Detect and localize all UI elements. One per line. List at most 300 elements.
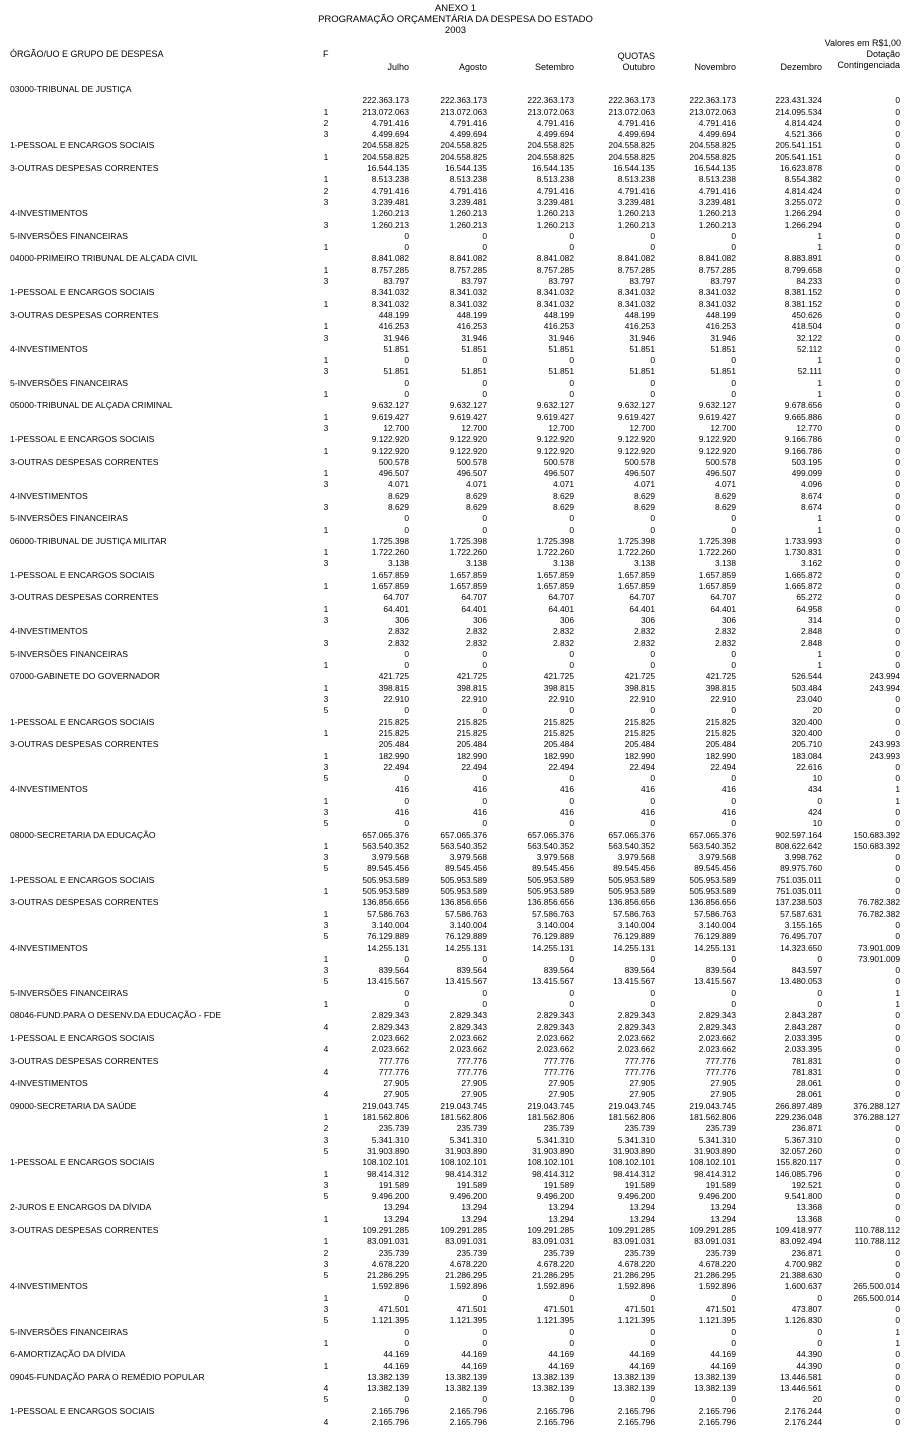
row-value-cell: 3.979.568: [698, 852, 736, 863]
row-value-cell: 146.085.796: [775, 1168, 822, 1179]
row-fonte: 1: [323, 1168, 329, 1179]
row-value-cell: 27.905: [383, 1089, 409, 1100]
table-row: [0, 604, 911, 615]
row-value-cell: 0: [895, 1134, 900, 1145]
row-value-cell: 0: [404, 660, 409, 671]
row-value-cell: 192.521: [791, 1179, 822, 1190]
row-label: 07000-GABINETE DO GOVERNADOR: [10, 671, 160, 682]
row-value-cell: 657.065.376: [527, 829, 574, 840]
row-value-cell: 416.253: [378, 321, 409, 332]
row-value-cell: 1.592.896: [449, 1281, 487, 1292]
table-row: [0, 287, 911, 298]
row-value-cell: 0: [404, 818, 409, 829]
row-value-cell: 182.990: [378, 750, 409, 761]
table-row: [0, 1248, 911, 1259]
row-value-cell: 12.700: [461, 422, 487, 433]
row-value-cell: 3.140.004: [698, 919, 736, 930]
row-value-cell: 2.165.796: [698, 1417, 736, 1428]
row-value-cell: 2.829.343: [617, 1021, 655, 1032]
row-value-cell: 204.558.825: [689, 140, 736, 151]
row-value-cell: 108.102.101: [608, 1157, 655, 1168]
row-value-cell: 1.592.896: [536, 1281, 574, 1292]
row-value-cell: 4.499.694: [617, 129, 655, 140]
row-value-cell: 314: [808, 614, 822, 625]
row-value-cell: 3.239.481: [617, 196, 655, 207]
row-value-cell: 0: [731, 524, 736, 535]
row-value-cell: 8.513.238: [371, 174, 409, 185]
row-value-cell: 9.619.427: [449, 411, 487, 422]
row-value-cell: 12.700: [710, 422, 736, 433]
row-value-cell: 4.791.416: [698, 185, 736, 196]
row-value-cell: 0: [569, 1337, 574, 1348]
table-row: [0, 231, 911, 242]
row-value-cell: 0: [895, 1179, 900, 1190]
row-value-cell: 398.815: [543, 682, 574, 693]
row-value-cell: 136.856.656: [362, 897, 409, 908]
row-value-cell: 64.401: [461, 603, 487, 614]
row-value-cell: 9.122.920: [536, 445, 574, 456]
row-value-cell: 2.023.662: [536, 1044, 574, 1055]
row-fonte: 4: [323, 1417, 329, 1428]
row-value-cell: 1.260.213: [371, 219, 409, 230]
row-value-cell: 13.382.139: [367, 1371, 409, 1382]
row-value-cell: 4.071: [388, 479, 409, 490]
row-fonte: 3: [323, 332, 329, 343]
row-value-cell: 9.632.127: [371, 400, 409, 411]
row-value-cell: 5.341.310: [617, 1134, 655, 1145]
row-value-cell: 235.739: [378, 1247, 409, 1258]
row-value-cell: 223.431.324: [775, 95, 822, 106]
row-value-cell: 499.099: [791, 468, 822, 479]
row-value-cell: 1.126.830: [784, 1315, 822, 1326]
row-fonte: 1: [323, 1360, 329, 1371]
row-value-cell: 64.958: [796, 603, 822, 614]
row-value-cell: 0: [650, 1337, 655, 1348]
row-value-cell: 9.632.127: [617, 400, 655, 411]
row-value-cell: 0: [482, 660, 487, 671]
row-value-cell: 98.414.312: [694, 1168, 736, 1179]
row-value-cell: 0: [895, 1044, 900, 1055]
table-row: [0, 197, 911, 208]
row-value-cell: 0: [895, 660, 900, 671]
row-value-cell: 13.415.567: [694, 976, 736, 987]
row-fonte: 5: [323, 1315, 329, 1326]
row-value-cell: 76.129.889: [613, 931, 655, 942]
row-value-cell: 1.657.859: [617, 569, 655, 580]
row-value-cell: 22.616: [796, 761, 822, 772]
row-value-cell: 219.043.745: [362, 1100, 409, 1111]
row-value-cell: 0: [895, 592, 900, 603]
row-value-cell: 2.165.796: [371, 1417, 409, 1428]
row-value-cell: 416: [722, 807, 736, 817]
row-value-cell: 1.657.859: [449, 569, 487, 580]
table-row: [0, 434, 911, 445]
table-row: [0, 491, 911, 502]
row-value-cell: 320.400: [791, 716, 822, 727]
row-value-cell: 0: [895, 95, 900, 106]
table-row: [0, 875, 911, 886]
row-value-cell: 3.138: [715, 558, 736, 569]
table-row: [0, 1225, 911, 1236]
row-value-cell: 0: [482, 648, 487, 659]
row-value-cell: 0: [569, 524, 574, 535]
row-value-cell: 1.725.398: [536, 535, 574, 546]
row-value-cell: 214.095.534: [775, 106, 822, 117]
table-row: [0, 174, 911, 185]
row-value-cell: 0: [569, 987, 574, 998]
row-value-cell: 8.629: [388, 490, 409, 501]
row-value-cell: 657.065.376: [608, 829, 655, 840]
row-value-cell: 51.851: [461, 366, 487, 377]
row-value-cell: 64.707: [629, 592, 655, 603]
row-value-cell: 505.953.589: [689, 886, 736, 897]
table-row: [0, 931, 911, 942]
row-value-cell: 204.558.825: [608, 140, 655, 151]
row-value-cell: 20: [812, 1394, 822, 1405]
table-row: [0, 988, 911, 999]
row-value-cell: 2.829.343: [449, 1010, 487, 1021]
row-value-cell: 8.757.285: [371, 264, 409, 275]
row-value-cell: 4.791.416: [449, 185, 487, 196]
row-value-cell: 0: [895, 377, 900, 388]
row-value-cell: 98.414.312: [445, 1168, 487, 1179]
row-value-cell: 505.953.589: [527, 874, 574, 885]
row-fonte: 1: [323, 603, 329, 614]
row-fonte: 5: [323, 863, 329, 874]
table-row: [0, 84, 911, 95]
row-fonte: 1: [323, 106, 329, 117]
row-value-cell: 51.851: [383, 366, 409, 377]
row-value-cell: 181.562.806: [689, 1112, 736, 1123]
table-row: [0, 626, 911, 637]
row-value-cell: 0: [895, 276, 900, 287]
table-row: [0, 1361, 911, 1372]
row-value-cell: 1.725.398: [371, 535, 409, 546]
row-value-cell: 0: [404, 513, 409, 524]
row-value-cell: 13.294: [629, 1202, 655, 1213]
row-label: 1-PESSOAL E ENCARGOS SOCIAIS: [10, 287, 155, 298]
row-label: 3-OUTRAS DESPESAS CORRENTES: [10, 1055, 159, 1066]
row-value-cell: 1.121.395: [698, 1315, 736, 1326]
row-fonte: 5: [323, 1394, 329, 1405]
row-value-cell: 751.035.011: [776, 886, 822, 897]
row-value-cell: 12.700: [383, 422, 409, 433]
row-value-cell: 64.707: [383, 592, 409, 603]
row-value-cell: 3.138: [634, 558, 655, 569]
row-value-cell: 0: [895, 705, 900, 716]
table-row: [0, 299, 911, 310]
row-value-cell: 22.910: [548, 694, 574, 705]
row-value-cell: 398.815: [378, 682, 409, 693]
row-value-cell: 0: [895, 287, 900, 298]
row-value-cell: 5.367.310: [784, 1134, 822, 1145]
row-value-cell: 8.674: [801, 490, 822, 501]
row-value-cell: 1: [817, 230, 822, 241]
row-value-cell: 150.683.392: [853, 829, 900, 840]
row-value-cell: 1.657.859: [449, 581, 487, 592]
row-value-cell: 215.825: [456, 727, 487, 738]
table-row: [0, 671, 911, 682]
row-value-cell: 0: [404, 389, 409, 400]
row-value-cell: 0: [404, 648, 409, 659]
row-value-cell: 0: [569, 953, 574, 964]
row-value-cell: 0: [895, 807, 900, 817]
row-value-cell: 182.990: [705, 750, 736, 761]
row-value-cell: 265.500.014: [853, 1292, 900, 1303]
row-value-cell: 1.260.213: [536, 208, 574, 219]
row-value-cell: 3.239.481: [371, 196, 409, 207]
row-fonte: 1: [323, 1292, 329, 1303]
row-value-cell: 0: [895, 863, 900, 874]
row-value-cell: 13.368: [796, 1202, 822, 1213]
row-value-cell: 205.484: [456, 739, 487, 750]
row-value-cell: 0: [482, 953, 487, 964]
row-value-cell: 416: [722, 784, 736, 795]
row-value-cell: 0: [895, 321, 900, 332]
table-row: [0, 468, 911, 479]
row-value-cell: 1: [895, 795, 900, 806]
row-fonte: 3: [323, 852, 329, 863]
row-value-cell: 8.841.082: [617, 253, 655, 264]
row-value-cell: 32.057.260: [780, 1145, 822, 1156]
row-value-cell: 0: [569, 377, 574, 388]
row-value-cell: 0: [895, 208, 900, 219]
row-label: 3-OUTRAS DESPESAS CORRENTES: [10, 309, 159, 320]
row-value-cell: 500.578: [705, 456, 736, 467]
row-value-cell: 2.829.343: [617, 1010, 655, 1021]
row-value-cell: 183.084: [791, 750, 822, 761]
row-value-cell: 76.129.889: [694, 931, 736, 942]
row-value-cell: 8.341.032: [371, 287, 409, 298]
row-label: 06000-TRIBUNAL DE JUSTIÇA MILITAR: [10, 535, 167, 546]
row-value-cell: 1.657.859: [698, 569, 736, 580]
row-label: 04000-PRIMEIRO TRIBUNAL DE ALÇADA CIVIL: [10, 253, 198, 264]
row-value-cell: 751.035.011: [776, 874, 822, 885]
row-value-cell: 44.169: [461, 1360, 487, 1371]
row-value-cell: 109.291.285: [527, 1224, 574, 1235]
row-value-cell: 1: [817, 660, 822, 671]
row-value-cell: 0: [895, 230, 900, 241]
row-value-cell: 8.341.032: [536, 287, 574, 298]
row-value-cell: 398.815: [624, 682, 655, 693]
row-value-cell: 0: [817, 999, 822, 1010]
row-value-cell: 3.138: [466, 558, 487, 569]
row-value-cell: 182.990: [624, 750, 655, 761]
table-row: [0, 717, 911, 728]
row-value-cell: 155.820.117: [776, 1157, 822, 1168]
row-value-cell: 204.558.825: [440, 151, 487, 162]
row-value-cell: 13.294: [629, 1213, 655, 1224]
row-value-cell: 31.946: [383, 332, 409, 343]
row-value-cell: 3.140.004: [536, 919, 574, 930]
row-value-cell: 0: [895, 174, 900, 185]
row-value-cell: 215.825: [705, 727, 736, 738]
row-value-cell: 416: [560, 784, 574, 795]
row-value-cell: 3.998.762: [784, 852, 822, 863]
row-value-cell: 0: [895, 694, 900, 705]
row-label: 1-PESSOAL E ENCARGOS SOCIAIS: [10, 140, 155, 151]
table-row: [0, 1033, 911, 1044]
row-value-cell: 0: [650, 999, 655, 1010]
row-value-cell: 839.564: [543, 965, 574, 976]
table-row: [0, 1383, 911, 1394]
row-value-cell: 13.382.139: [445, 1383, 487, 1394]
row-value-cell: 471.501: [705, 1304, 736, 1315]
row-value-cell: 9.496.200: [449, 1191, 487, 1202]
row-value-cell: 27.905: [461, 1089, 487, 1100]
row-value-cell: 0: [895, 140, 900, 151]
row-value-cell: 4.678.220: [698, 1258, 736, 1269]
row-value-cell: 21.286.295: [367, 1270, 409, 1281]
row-value-cell: 1: [817, 513, 822, 524]
table-row: [0, 570, 911, 581]
row-fonte: 3: [323, 558, 329, 569]
row-value-cell: 0: [404, 953, 409, 964]
row-fonte: 3: [323, 1134, 329, 1145]
table-row: [0, 751, 911, 762]
table-row: [0, 830, 911, 841]
row-value-cell: 1.260.213: [536, 219, 574, 230]
row-label: 5-INVERSÕES FINANCEIRAS: [10, 513, 128, 524]
row-value-cell: 0: [731, 818, 736, 829]
row-value-cell: 13.382.139: [367, 1383, 409, 1394]
row-value-cell: 13.294: [548, 1202, 574, 1213]
row-value-cell: 1: [895, 1326, 900, 1337]
row-value-cell: 4.499.694: [371, 129, 409, 140]
row-value-cell: 839.564: [624, 965, 655, 976]
row-value-cell: 3.140.004: [371, 919, 409, 930]
row-value-cell: 13.294: [383, 1202, 409, 1213]
row-value-cell: 83.091.031: [694, 1236, 736, 1247]
row-value-cell: 4.791.416: [371, 117, 409, 128]
row-value-cell: 1.722.260: [536, 547, 574, 558]
row-fonte: 1: [323, 1112, 329, 1123]
row-label: 5-INVERSÕES FINANCEIRAS: [10, 1326, 128, 1337]
row-value-cell: 9.166.786: [784, 445, 822, 456]
table-row: [0, 1010, 911, 1021]
row-label: 3-OUTRAS DESPESAS CORRENTES: [10, 897, 159, 908]
row-value-cell: 265.500.014: [853, 1281, 900, 1292]
row-fonte: 3: [323, 219, 329, 230]
row-value-cell: 839.564: [378, 965, 409, 976]
table-row: [0, 1293, 911, 1304]
row-value-cell: 51.851: [629, 343, 655, 354]
row-value-cell: 2.023.662: [371, 1044, 409, 1055]
row-value-cell: 4.814.424: [784, 117, 822, 128]
row-value-cell: 777.776: [624, 1055, 655, 1066]
row-value-cell: 22.910: [383, 694, 409, 705]
row-value-cell: 9.632.127: [698, 400, 736, 411]
row-value-cell: 0: [482, 1326, 487, 1337]
month-header-julho: Julho: [387, 62, 409, 72]
row-value-cell: 471.501: [378, 1304, 409, 1315]
budget-table: [0, 84, 911, 1428]
row-value-cell: 2.023.662: [449, 1032, 487, 1043]
row-value-cell: 64.401: [629, 603, 655, 614]
row-value-cell: 2.033.395: [784, 1044, 822, 1055]
row-value-cell: 27.905: [461, 1078, 487, 1089]
row-value-cell: 0: [895, 1270, 900, 1281]
row-label: 09045-FUNDAÇÃO PARA O REMÉDIO POPULAR: [10, 1371, 205, 1382]
row-value-cell: 843.597: [791, 965, 822, 976]
row-value-cell: 235.739: [378, 1123, 409, 1134]
row-value-cell: 777.776: [543, 1066, 574, 1077]
row-value-cell: 0: [650, 230, 655, 241]
row-value-cell: 306: [560, 614, 574, 625]
row-value-cell: 9.541.800: [784, 1191, 822, 1202]
row-value-cell: 0: [404, 999, 409, 1010]
row-value-cell: 0: [895, 1394, 900, 1405]
row-fonte: 1: [323, 908, 329, 919]
row-value-cell: 8.381.152: [784, 287, 822, 298]
row-value-cell: 205.484: [624, 739, 655, 750]
row-value-cell: 236.871: [791, 1123, 822, 1134]
row-value-cell: 108.102.101: [527, 1157, 574, 1168]
row-value-cell: 0: [895, 1145, 900, 1156]
row-value-cell: 9.496.200: [617, 1191, 655, 1202]
row-value-cell: 0: [895, 931, 900, 942]
row-fonte: 1: [323, 242, 329, 253]
row-label: 1-PESSOAL E ENCARGOS SOCIAIS: [10, 569, 155, 580]
row-value-cell: 8.381.152: [784, 298, 822, 309]
row-value-cell: 2.023.662: [698, 1044, 736, 1055]
row-value-cell: 1: [817, 377, 822, 388]
row-value-cell: 657.065.376: [689, 829, 736, 840]
row-value-cell: 14.323.650: [780, 942, 822, 953]
row-value-cell: 9.632.127: [449, 400, 487, 411]
row-value-cell: 0: [650, 705, 655, 716]
row-value-cell: 2.832: [388, 626, 409, 637]
table-row: [0, 683, 911, 694]
row-value-cell: 9.122.920: [449, 445, 487, 456]
row-value-cell: 1: [817, 524, 822, 535]
row-value-cell: 10: [812, 773, 822, 784]
row-value-cell: 0: [895, 253, 900, 264]
month-header-setembro: Setembro: [534, 62, 574, 72]
dotacao-header-line2: Contingenciada: [837, 60, 900, 70]
row-fonte: 5: [323, 773, 329, 784]
row-value-cell: 266.897.489: [775, 1100, 822, 1111]
row-value-cell: 416: [473, 784, 487, 795]
row-value-cell: 21.286.295: [694, 1270, 736, 1281]
row-fonte: 4: [323, 1066, 329, 1077]
row-fonte: 3: [323, 637, 329, 648]
table-row: [0, 1338, 911, 1349]
row-value-cell: 21.388.630: [780, 1270, 822, 1281]
row-fonte: 1: [323, 321, 329, 332]
row-value-cell: 416: [641, 784, 655, 795]
row-fonte: 5: [323, 1191, 329, 1202]
row-value-cell: 13.446.561: [780, 1383, 822, 1394]
row-value-cell: 0: [895, 479, 900, 490]
row-value-cell: 4.521.366: [784, 129, 822, 140]
row-value-cell: 64.707: [548, 592, 574, 603]
row-value-cell: 191.589: [456, 1179, 487, 1190]
row-value-cell: 0: [895, 965, 900, 976]
row-value-cell: 0: [650, 377, 655, 388]
row-value-cell: 563.540.352: [689, 840, 736, 851]
row-value-cell: 76.495.707: [780, 931, 822, 942]
row-value-cell: 8.629: [466, 490, 487, 501]
row-value-cell: 243.993: [869, 739, 900, 750]
row-value-cell: 76.782.382: [858, 908, 900, 919]
row-label: 5-INVERSÕES FINANCEIRAS: [10, 377, 128, 388]
row-value-cell: 4.791.416: [617, 185, 655, 196]
row-label: 4-INVESTIMENTOS: [10, 626, 88, 637]
row-value-cell: 8.841.082: [371, 253, 409, 264]
row-value-cell: 0: [895, 716, 900, 727]
row-value-cell: 4.791.416: [698, 117, 736, 128]
